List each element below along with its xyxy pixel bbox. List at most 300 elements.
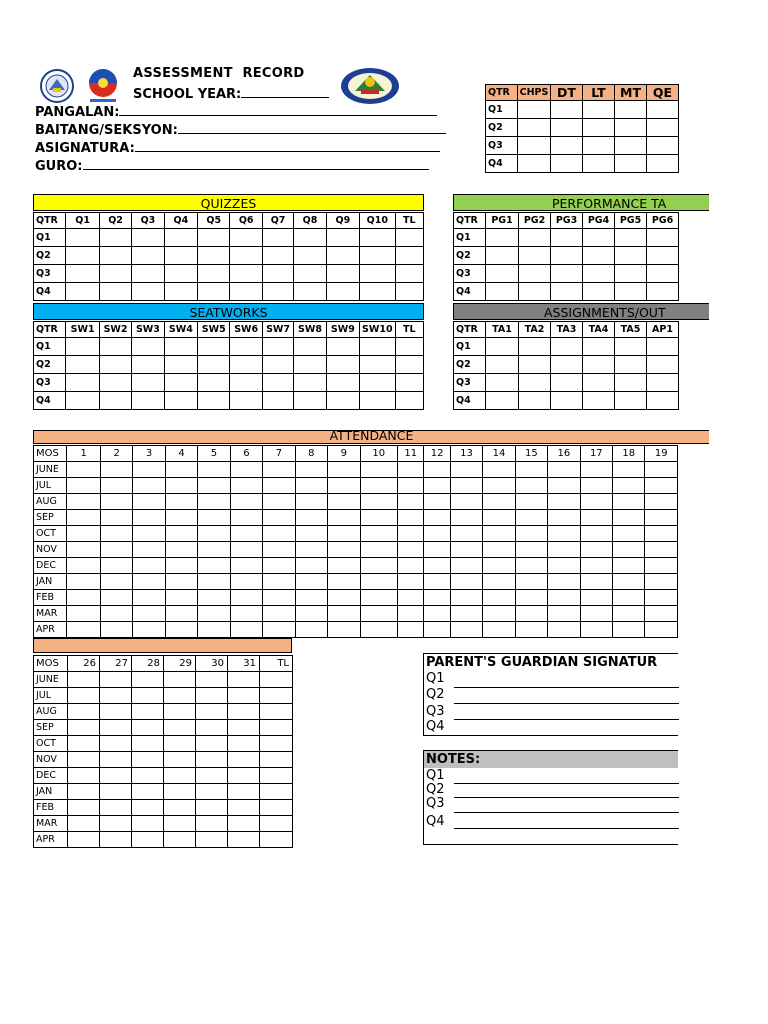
attendance-entry-cell[interactable] [424,462,450,478]
attendance-entry-cell[interactable] [548,542,580,558]
quizzes-entry-cell[interactable] [230,283,262,301]
notes-line-q1[interactable] [454,783,679,784]
summary-entry-cell[interactable] [583,137,615,155]
seatworks-entry-cell[interactable] [395,356,423,374]
performance-entry-cell[interactable] [647,283,679,301]
attendance-entry-cell[interactable] [165,606,197,622]
attendance-entry-cell[interactable] [483,542,515,558]
attendance-entry-cell[interactable] [515,494,547,510]
attendance-entry-cell[interactable] [198,510,230,526]
attendance-entry-cell[interactable] [580,462,612,478]
attendance-entry-cell[interactable] [613,510,645,526]
quizzes-entry-cell[interactable] [164,265,197,283]
attendance-entry-cell[interactable] [328,478,360,494]
attendance-entry-cell[interactable] [198,590,230,606]
attendance-entry-cell[interactable] [328,526,360,542]
performance-entry-cell[interactable] [583,265,615,283]
quizzes-entry-cell[interactable] [262,229,293,247]
seatworks-entry-cell[interactable] [99,356,131,374]
attendance-entry-cell[interactable] [295,622,327,638]
attendance-entry-cell[interactable] [515,542,547,558]
performance-entry-cell[interactable] [486,283,519,301]
attendance-entry-cell[interactable] [328,558,360,574]
attendance2-entry-cell[interactable] [100,816,132,832]
attendance-entry-cell[interactable] [645,494,678,510]
attendance-entry-cell[interactable] [133,590,165,606]
summary-entry-cell[interactable] [518,137,551,155]
attendance-entry-cell[interactable] [483,590,515,606]
attendance-entry-cell[interactable] [133,494,165,510]
assignments-entry-cell[interactable] [583,356,615,374]
quizzes-entry-cell[interactable] [326,283,359,301]
attendance2-entry-cell[interactable] [196,768,228,784]
quizzes-entry-cell[interactable] [132,247,164,265]
attendance-entry-cell[interactable] [483,494,515,510]
seatworks-entry-cell[interactable] [66,374,99,392]
quizzes-entry-cell[interactable] [262,247,293,265]
attendance-entry-cell[interactable] [198,462,230,478]
attendance-entry-cell[interactable] [515,558,547,574]
attendance-entry-cell[interactable] [67,494,100,510]
attendance-entry-cell[interactable] [230,590,262,606]
attendance-entry-cell[interactable] [613,590,645,606]
attendance-entry-cell[interactable] [424,590,450,606]
attendance-entry-cell[interactable] [230,526,262,542]
seatworks-entry-cell[interactable] [360,374,395,392]
performance-entry-cell[interactable] [583,247,615,265]
seatworks-entry-cell[interactable] [360,392,395,410]
attendance2-entry-cell[interactable] [260,736,293,752]
attendance-entry-cell[interactable] [100,558,132,574]
attendance-entry-cell[interactable] [548,494,580,510]
attendance-entry-cell[interactable] [360,590,398,606]
assignments-entry-cell[interactable] [519,374,551,392]
attendance-entry-cell[interactable] [100,590,132,606]
attendance-entry-cell[interactable] [645,526,678,542]
attendance-entry-cell[interactable] [295,574,327,590]
quizzes-entry-cell[interactable] [198,247,230,265]
attendance2-entry-cell[interactable] [68,816,100,832]
attendance-entry-cell[interactable] [67,574,100,590]
summary-entry-cell[interactable] [518,155,551,173]
seatworks-entry-cell[interactable] [99,374,131,392]
summary-entry-cell[interactable] [647,137,679,155]
attendance2-entry-cell[interactable] [100,688,132,704]
attendance-entry-cell[interactable] [165,526,197,542]
assignments-entry-cell[interactable] [583,374,615,392]
seatworks-entry-cell[interactable] [198,356,230,374]
quizzes-entry-cell[interactable] [395,247,423,265]
seatworks-entry-cell[interactable] [198,338,230,356]
attendance-entry-cell[interactable] [230,542,262,558]
attendance-entry-cell[interactable] [450,558,482,574]
attendance-entry-cell[interactable] [645,478,678,494]
attendance-entry-cell[interactable] [548,622,580,638]
asignatura-field[interactable] [35,139,440,156]
seatworks-entry-cell[interactable] [132,356,164,374]
seatworks-entry-cell[interactable] [360,338,395,356]
attendance-entry-cell[interactable] [133,606,165,622]
attendance-entry-cell[interactable] [165,462,197,478]
attendance-entry-cell[interactable] [133,526,165,542]
seatworks-entry-cell[interactable] [164,356,197,374]
attendance-entry-cell[interactable] [483,526,515,542]
assignments-entry-cell[interactable] [615,338,647,356]
attendance-entry-cell[interactable] [67,510,100,526]
attendance2-entry-cell[interactable] [228,704,260,720]
attendance2-entry-cell[interactable] [196,672,228,688]
attendance-entry-cell[interactable] [613,558,645,574]
attendance-entry-cell[interactable] [67,542,100,558]
attendance-entry-cell[interactable] [133,574,165,590]
performance-entry-cell[interactable] [647,229,679,247]
seatworks-entry-cell[interactable] [326,374,359,392]
attendance-entry-cell[interactable] [360,606,398,622]
attendance2-entry-cell[interactable] [132,832,164,848]
attendance-entry-cell[interactable] [398,574,424,590]
summary-entry-cell[interactable] [583,101,615,119]
seatworks-entry-cell[interactable] [395,338,423,356]
quizzes-entry-cell[interactable] [99,283,131,301]
attendance-entry-cell[interactable] [398,478,424,494]
attendance-entry-cell[interactable] [360,478,398,494]
attendance-entry-cell[interactable] [295,478,327,494]
attendance-entry-cell[interactable] [360,510,398,526]
seatworks-entry-cell[interactable] [326,356,359,374]
attendance-entry-cell[interactable] [424,622,450,638]
attendance-entry-cell[interactable] [165,590,197,606]
attendance-entry-cell[interactable] [230,558,262,574]
performance-entry-cell[interactable] [583,229,615,247]
attendance-entry-cell[interactable] [450,510,482,526]
attendance-entry-cell[interactable] [295,462,327,478]
assignments-entry-cell[interactable] [647,356,679,374]
summary-entry-cell[interactable] [647,101,679,119]
seatworks-entry-cell[interactable] [395,392,423,410]
seatworks-entry-cell[interactable] [262,374,293,392]
notes-line-q4[interactable] [454,828,679,829]
assignments-entry-cell[interactable] [615,374,647,392]
attendance2-entry-cell[interactable] [260,720,293,736]
attendance2-entry-cell[interactable] [196,704,228,720]
attendance-entry-cell[interactable] [398,622,424,638]
attendance2-entry-cell[interactable] [132,704,164,720]
attendance2-entry-cell[interactable] [100,800,132,816]
attendance-entry-cell[interactable] [133,510,165,526]
attendance-entry-cell[interactable] [580,606,612,622]
attendance-entry-cell[interactable] [263,622,295,638]
attendance2-entry-cell[interactable] [196,800,228,816]
quizzes-entry-cell[interactable] [326,247,359,265]
attendance2-entry-cell[interactable] [196,688,228,704]
attendance2-entry-cell[interactable] [100,720,132,736]
assignments-entry-cell[interactable] [647,392,679,410]
quizzes-entry-cell[interactable] [294,283,326,301]
quizzes-entry-cell[interactable] [294,265,326,283]
attendance-entry-cell[interactable] [398,462,424,478]
attendance-entry-cell[interactable] [424,510,450,526]
attendance-entry-cell[interactable] [398,510,424,526]
attendance-entry-cell[interactable] [450,462,482,478]
quizzes-entry-cell[interactable] [360,283,395,301]
attendance2-entry-cell[interactable] [164,784,196,800]
assignments-entry-cell[interactable] [486,392,519,410]
attendance2-entry-cell[interactable] [100,704,132,720]
attendance-entry-cell[interactable] [295,542,327,558]
guro-field[interactable] [35,157,429,174]
attendance2-entry-cell[interactable] [132,768,164,784]
attendance2-entry-cell[interactable] [260,688,293,704]
attendance-entry-cell[interactable] [328,494,360,510]
attendance-entry-cell[interactable] [165,558,197,574]
attendance-entry-cell[interactable] [133,558,165,574]
attendance-entry-cell[interactable] [483,622,515,638]
seatworks-entry-cell[interactable] [262,392,293,410]
seatworks-entry-cell[interactable] [164,374,197,392]
performance-entry-cell[interactable] [583,283,615,301]
quizzes-entry-cell[interactable] [395,265,423,283]
performance-entry-cell[interactable] [519,283,551,301]
quizzes-entry-cell[interactable] [164,247,197,265]
quizzes-entry-cell[interactable] [198,283,230,301]
attendance-entry-cell[interactable] [645,558,678,574]
attendance-entry-cell[interactable] [198,622,230,638]
attendance-entry-cell[interactable] [450,574,482,590]
attendance-entry-cell[interactable] [645,510,678,526]
assignments-entry-cell[interactable] [615,356,647,374]
attendance-entry-cell[interactable] [165,622,197,638]
attendance-entry-cell[interactable] [360,526,398,542]
attendance2-entry-cell[interactable] [132,720,164,736]
attendance2-entry-cell[interactable] [68,736,100,752]
assignments-entry-cell[interactable] [615,392,647,410]
attendance2-entry-cell[interactable] [228,752,260,768]
attendance-entry-cell[interactable] [263,606,295,622]
baitang-seksyon-field[interactable] [35,121,446,138]
attendance2-entry-cell[interactable] [132,688,164,704]
quizzes-entry-cell[interactable] [294,247,326,265]
attendance-entry-cell[interactable] [360,494,398,510]
attendance-entry-cell[interactable] [424,494,450,510]
seatworks-entry-cell[interactable] [164,392,197,410]
quizzes-entry-cell[interactable] [99,265,131,283]
attendance2-entry-cell[interactable] [196,752,228,768]
attendance-entry-cell[interactable] [613,606,645,622]
attendance-entry-cell[interactable] [515,590,547,606]
attendance2-entry-cell[interactable] [100,832,132,848]
attendance-entry-cell[interactable] [328,574,360,590]
seatworks-entry-cell[interactable] [66,356,99,374]
quizzes-entry-cell[interactable] [66,247,99,265]
attendance-entry-cell[interactable] [295,590,327,606]
attendance-entry-cell[interactable] [580,510,612,526]
attendance-entry-cell[interactable] [198,478,230,494]
attendance-entry-cell[interactable] [100,526,132,542]
attendance-entry-cell[interactable] [67,606,100,622]
attendance2-entry-cell[interactable] [68,752,100,768]
attendance-entry-cell[interactable] [515,606,547,622]
attendance-entry-cell[interactable] [483,574,515,590]
quizzes-entry-cell[interactable] [326,265,359,283]
assignments-entry-cell[interactable] [551,338,583,356]
attendance-entry-cell[interactable] [133,542,165,558]
performance-entry-cell[interactable] [486,265,519,283]
attendance-entry-cell[interactable] [548,526,580,542]
attendance-entry-cell[interactable] [548,606,580,622]
assignments-entry-cell[interactable] [519,392,551,410]
seatworks-entry-cell[interactable] [198,374,230,392]
attendance-entry-cell[interactable] [398,542,424,558]
attendance-entry-cell[interactable] [328,622,360,638]
attendance-entry-cell[interactable] [133,462,165,478]
quizzes-entry-cell[interactable] [132,229,164,247]
attendance-entry-cell[interactable] [613,494,645,510]
attendance-entry-cell[interactable] [295,510,327,526]
summary-entry-cell[interactable] [551,101,583,119]
quizzes-entry-cell[interactable] [230,265,262,283]
attendance-entry-cell[interactable] [198,494,230,510]
attendance2-entry-cell[interactable] [164,800,196,816]
seatworks-entry-cell[interactable] [262,338,293,356]
assignments-entry-cell[interactable] [551,392,583,410]
attendance-entry-cell[interactable] [360,622,398,638]
seatworks-entry-cell[interactable] [395,374,423,392]
attendance2-entry-cell[interactable] [164,832,196,848]
assignments-entry-cell[interactable] [486,374,519,392]
attendance2-entry-cell[interactable] [164,736,196,752]
attendance-entry-cell[interactable] [67,478,100,494]
summary-entry-cell[interactable] [551,119,583,137]
seatworks-entry-cell[interactable] [132,392,164,410]
attendance-entry-cell[interactable] [360,462,398,478]
attendance-entry-cell[interactable] [548,574,580,590]
attendance2-entry-cell[interactable] [260,704,293,720]
attendance-entry-cell[interactable] [100,542,132,558]
attendance2-entry-cell[interactable] [260,672,293,688]
attendance2-entry-cell[interactable] [260,784,293,800]
attendance-entry-cell[interactable] [133,478,165,494]
attendance2-entry-cell[interactable] [260,768,293,784]
quizzes-entry-cell[interactable] [198,265,230,283]
attendance-entry-cell[interactable] [424,542,450,558]
quizzes-entry-cell[interactable] [262,265,293,283]
attendance2-entry-cell[interactable] [100,768,132,784]
seatworks-entry-cell[interactable] [360,356,395,374]
attendance2-entry-cell[interactable] [196,720,228,736]
performance-entry-cell[interactable] [615,283,647,301]
assignments-entry-cell[interactable] [486,356,519,374]
summary-entry-cell[interactable] [647,155,679,173]
attendance-entry-cell[interactable] [613,478,645,494]
quizzes-entry-cell[interactable] [66,265,99,283]
quizzes-entry-cell[interactable] [230,229,262,247]
summary-entry-cell[interactable] [615,137,647,155]
attendance-entry-cell[interactable] [580,526,612,542]
attendance-entry-cell[interactable] [398,590,424,606]
summary-entry-cell[interactable] [615,101,647,119]
attendance-entry-cell[interactable] [548,462,580,478]
attendance2-entry-cell[interactable] [164,688,196,704]
attendance-entry-cell[interactable] [198,526,230,542]
seatworks-entry-cell[interactable] [294,392,326,410]
attendance-entry-cell[interactable] [328,606,360,622]
attendance-entry-cell[interactable] [398,606,424,622]
attendance-entry-cell[interactable] [580,574,612,590]
attendance-entry-cell[interactable] [100,574,132,590]
attendance-entry-cell[interactable] [230,574,262,590]
attendance-entry-cell[interactable] [548,558,580,574]
performance-entry-cell[interactable] [647,247,679,265]
attendance-entry-cell[interactable] [483,478,515,494]
attendance2-entry-cell[interactable] [68,768,100,784]
seatworks-entry-cell[interactable] [294,356,326,374]
assignments-entry-cell[interactable] [519,356,551,374]
seatworks-entry-cell[interactable] [262,356,293,374]
attendance2-entry-cell[interactable] [100,736,132,752]
attendance-entry-cell[interactable] [263,494,295,510]
attendance-entry-cell[interactable] [515,622,547,638]
attendance-entry-cell[interactable] [515,574,547,590]
quizzes-entry-cell[interactable] [164,229,197,247]
attendance2-entry-cell[interactable] [68,672,100,688]
summary-entry-cell[interactable] [583,155,615,173]
attendance-entry-cell[interactable] [645,462,678,478]
attendance-entry-cell[interactable] [328,590,360,606]
attendance2-entry-cell[interactable] [132,800,164,816]
attendance-entry-cell[interactable] [450,542,482,558]
attendance2-entry-cell[interactable] [164,704,196,720]
attendance-entry-cell[interactable] [100,622,132,638]
performance-entry-cell[interactable] [519,247,551,265]
quizzes-entry-cell[interactable] [360,229,395,247]
attendance-entry-cell[interactable] [295,606,327,622]
attendance-entry-cell[interactable] [100,606,132,622]
attendance2-entry-cell[interactable] [132,736,164,752]
attendance-entry-cell[interactable] [100,478,132,494]
performance-entry-cell[interactable] [551,247,583,265]
seatworks-entry-cell[interactable] [326,338,359,356]
attendance-entry-cell[interactable] [100,462,132,478]
attendance-entry-cell[interactable] [645,542,678,558]
assignments-entry-cell[interactable] [583,338,615,356]
attendance2-entry-cell[interactable] [132,816,164,832]
attendance-entry-cell[interactable] [165,510,197,526]
attendance-entry-cell[interactable] [515,462,547,478]
assignments-entry-cell[interactable] [647,338,679,356]
attendance2-entry-cell[interactable] [132,672,164,688]
attendance-entry-cell[interactable] [230,462,262,478]
attendance-entry-cell[interactable] [328,510,360,526]
seatworks-entry-cell[interactable] [294,374,326,392]
parent-signature-line-q3[interactable] [454,719,679,720]
attendance-entry-cell[interactable] [263,574,295,590]
attendance-entry-cell[interactable] [483,462,515,478]
attendance-entry-cell[interactable] [100,510,132,526]
seatworks-entry-cell[interactable] [99,338,131,356]
attendance-entry-cell[interactable] [515,510,547,526]
notes-line-q2[interactable] [454,797,679,798]
attendance-entry-cell[interactable] [580,478,612,494]
attendance2-entry-cell[interactable] [100,672,132,688]
assignments-entry-cell[interactable] [551,356,583,374]
quizzes-entry-cell[interactable] [360,265,395,283]
attendance-entry-cell[interactable] [263,462,295,478]
attendance2-entry-cell[interactable] [228,800,260,816]
attendance2-entry-cell[interactable] [228,784,260,800]
seatworks-entry-cell[interactable] [198,392,230,410]
performance-entry-cell[interactable] [486,247,519,265]
attendance2-entry-cell[interactable] [196,784,228,800]
